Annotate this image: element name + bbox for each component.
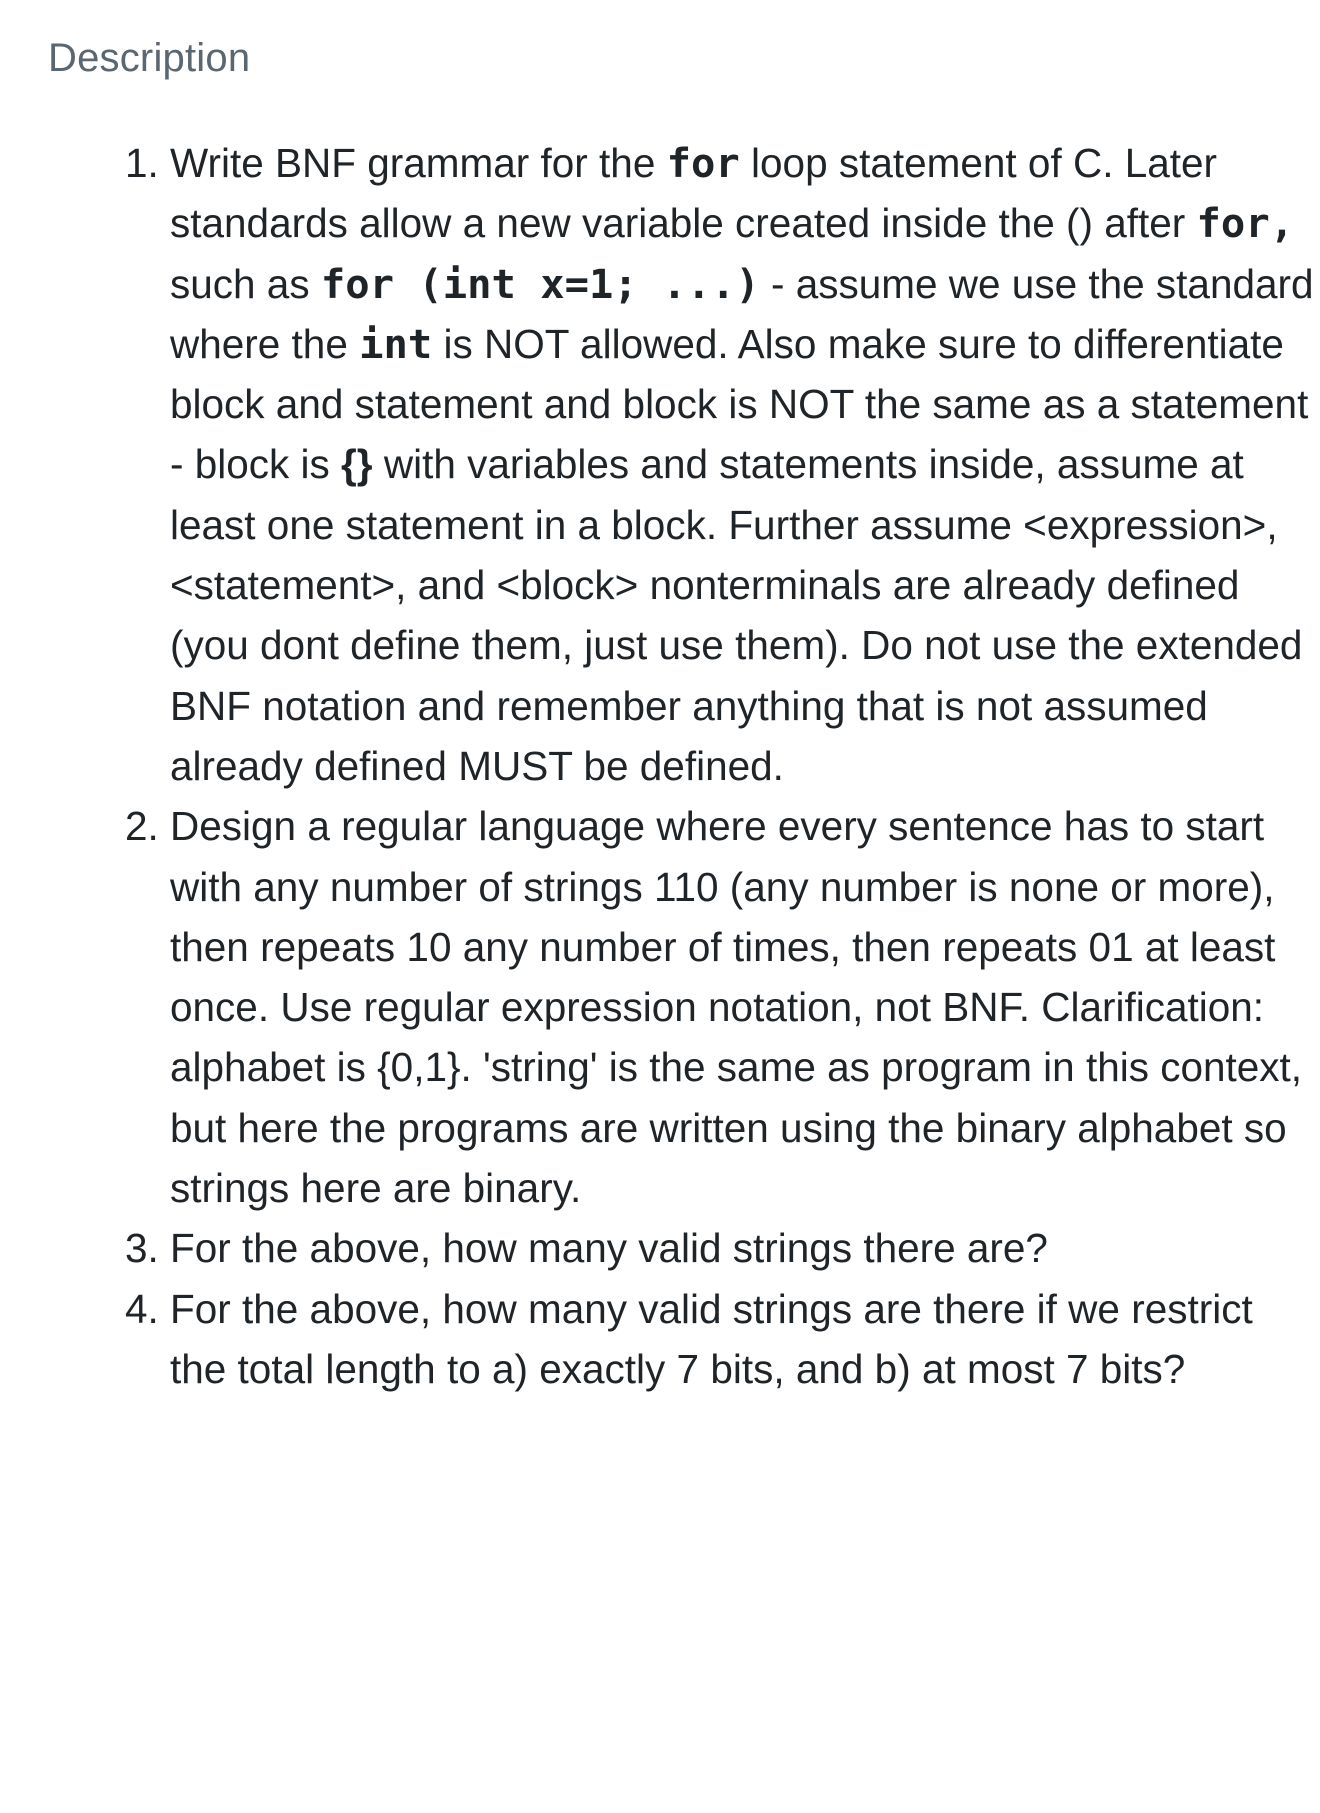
question-item-1 — [170, 133, 1320, 796]
question-1-text-part-5: is NOT allowed. Also make sure to differentiate block and statement and block is NOT the same as a statement - block is — [170, 320, 1309, 488]
page-title: Description — [48, 36, 251, 80]
question-4-text: For the above, how many valid strings are there if we restrict the total length to a) exactly 7 bits, and b) at most 7 bits? — [170, 1285, 1253, 1392]
keyword-int: int — [359, 319, 433, 368]
question-3-text: For the above, how many valid strings there are? — [170, 1225, 1048, 1272]
code-example-for-int: for (int x=1; ...) — [320, 259, 760, 308]
question-1-text-part-2: loop statement of C. Later standards allow a new variable created inside the () after — [170, 140, 1218, 247]
block-braces: {} — [341, 441, 373, 488]
question-1-text-part-1: Write BNF grammar for the — [170, 140, 667, 186]
keyword-for-comma: for, — [1196, 199, 1295, 248]
keyword-for: for — [666, 139, 740, 187]
question-1-text-part-4: - assume we use the standard where the — [170, 260, 1314, 367]
question-item-3 — [170, 1218, 1320, 1278]
question-item-2 — [170, 796, 1320, 1218]
question-list — [102, 133, 1320, 1399]
question-1-text-part-3: such as — [170, 260, 321, 307]
question-2-text: Design a regular language where every sentence has to start with any number of strings 110 (any number is none or more), then repeats 10 any number of times, then repeats 01 at least once. Use regular expression notation, not BNF. Clarification: alphabet is {0,1}. 'string' is the same as program in this context, but here the programs are written using the binary alphabet so strings here are binary. — [170, 803, 1303, 1212]
question-item-4 — [170, 1279, 1320, 1400]
question-1-text-part-6: with variables and statements inside, assume at least one statement in a block. Further assume <expression>, <statement>, and <block> nonterminals are already defined (you dont define them, just use them). Do not use the extended BNF notation and remember anything that is not assumed already defined MUST be defined. — [170, 441, 1303, 789]
